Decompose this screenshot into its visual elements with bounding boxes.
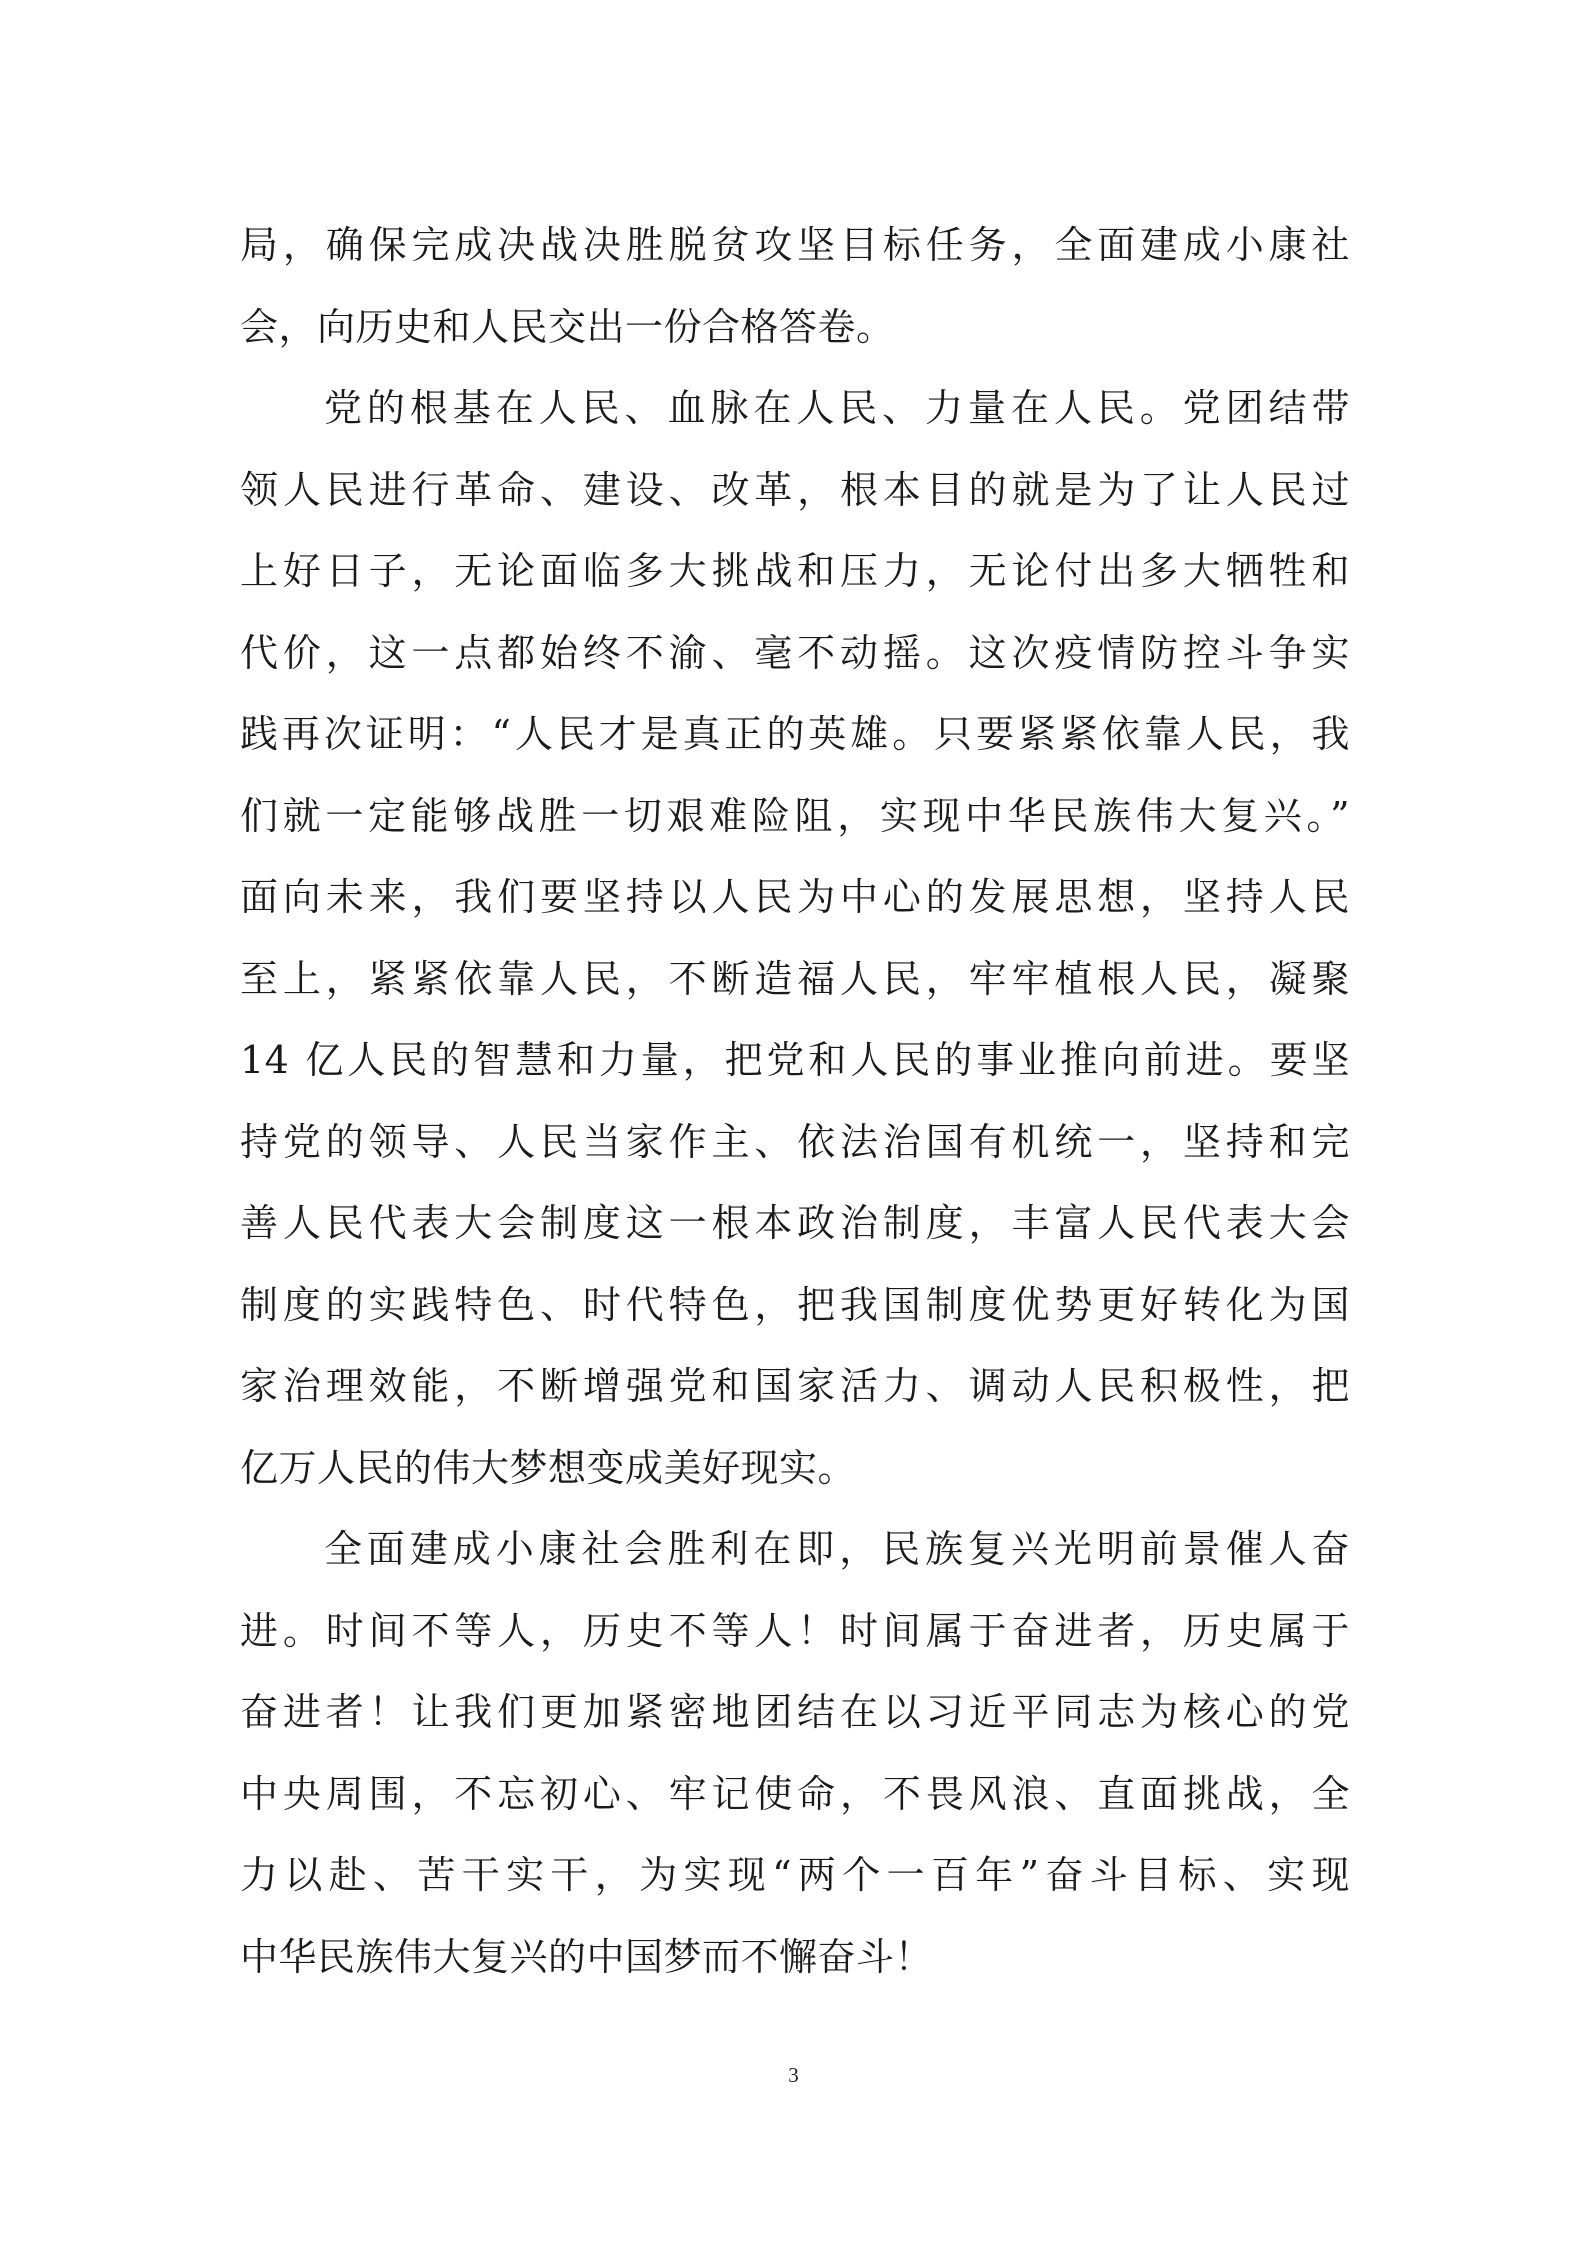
text-line: 局，确保完成决战决胜脱贫攻坚目标任务，全面建成小康社 [240,223,1350,267]
text-line: 全面建成小康社会胜利在即，民族复兴光明前景催人奋 [324,1527,1350,1571]
text-line: 力以赴、苦干实干，为实现“两个一百年”奋斗目标、实现 [240,1853,1350,1897]
text-line: 会，向历史和人民交出一份合格答卷。 [240,304,895,349]
text-line: 中央周围，不忘初心、牢记使命，不畏风浪、直面挑战，全 [240,1771,1350,1816]
text-line: 党的根基在人民、血脉在人民、力量在人民。党团结带 [324,386,1350,430]
text-line: 持党的领导、人民当家作主、依法治国有机统一，坚持和完 [240,1119,1350,1164]
text-line: 奋进者！让我们更加紧密地团结在以习近平同志为核心的党 [240,1690,1350,1734]
text-line: 制度的实践特色、时代特色，把我国制度优势更好转化为国 [240,1282,1350,1327]
text-line: 亿万人民的伟大梦想变成美好现实。 [240,1445,857,1490]
text-line: 践再次证明：“人民才是真正的英雄。只要紧紧依靠人民，我 [240,712,1350,756]
text-line: 善人民代表大会制度这一根本政治制度，丰富人民代表大会 [240,1201,1350,1245]
body-text [240,205,1350,1998]
page-number: 3 [788,2063,799,2087]
text-line: 领人民进行革命、建设、改革，根本目的就是为了让人民过 [240,467,1350,512]
text-line: 进。时间不等人，历史不等人！时间属于奋进者，历史属于 [240,1608,1350,1653]
text-line: 代价，这一点都始终不渝、毫不动摇。这次疫情防控斗争实 [240,630,1350,675]
text-line: 至上，紧紧依靠人民，不断造福人民，牢牢植根人民，凝聚 [240,956,1350,1001]
text-line: 14 亿人民的智慧和力量，把党和人民的事业推向前进。要坚 [240,1038,1350,1082]
text-line: 面向未来，我们要坚持以人民为中心的发展思想，坚持人民 [240,875,1350,919]
text-line: 中华民族伟大复兴的中国梦而不懈奋斗！ [240,1934,934,1979]
text-line: 们就一定能够战胜一切艰难险阻，实现中华民族伟大复兴。” [240,793,1350,838]
text-line: 家治理效能，不断增强党和国家活力、调动人民积极性，把 [240,1364,1350,1408]
text-line: 上好日子，无论面临多大挑战和压力，无论付出多大牺牲和 [240,549,1350,593]
